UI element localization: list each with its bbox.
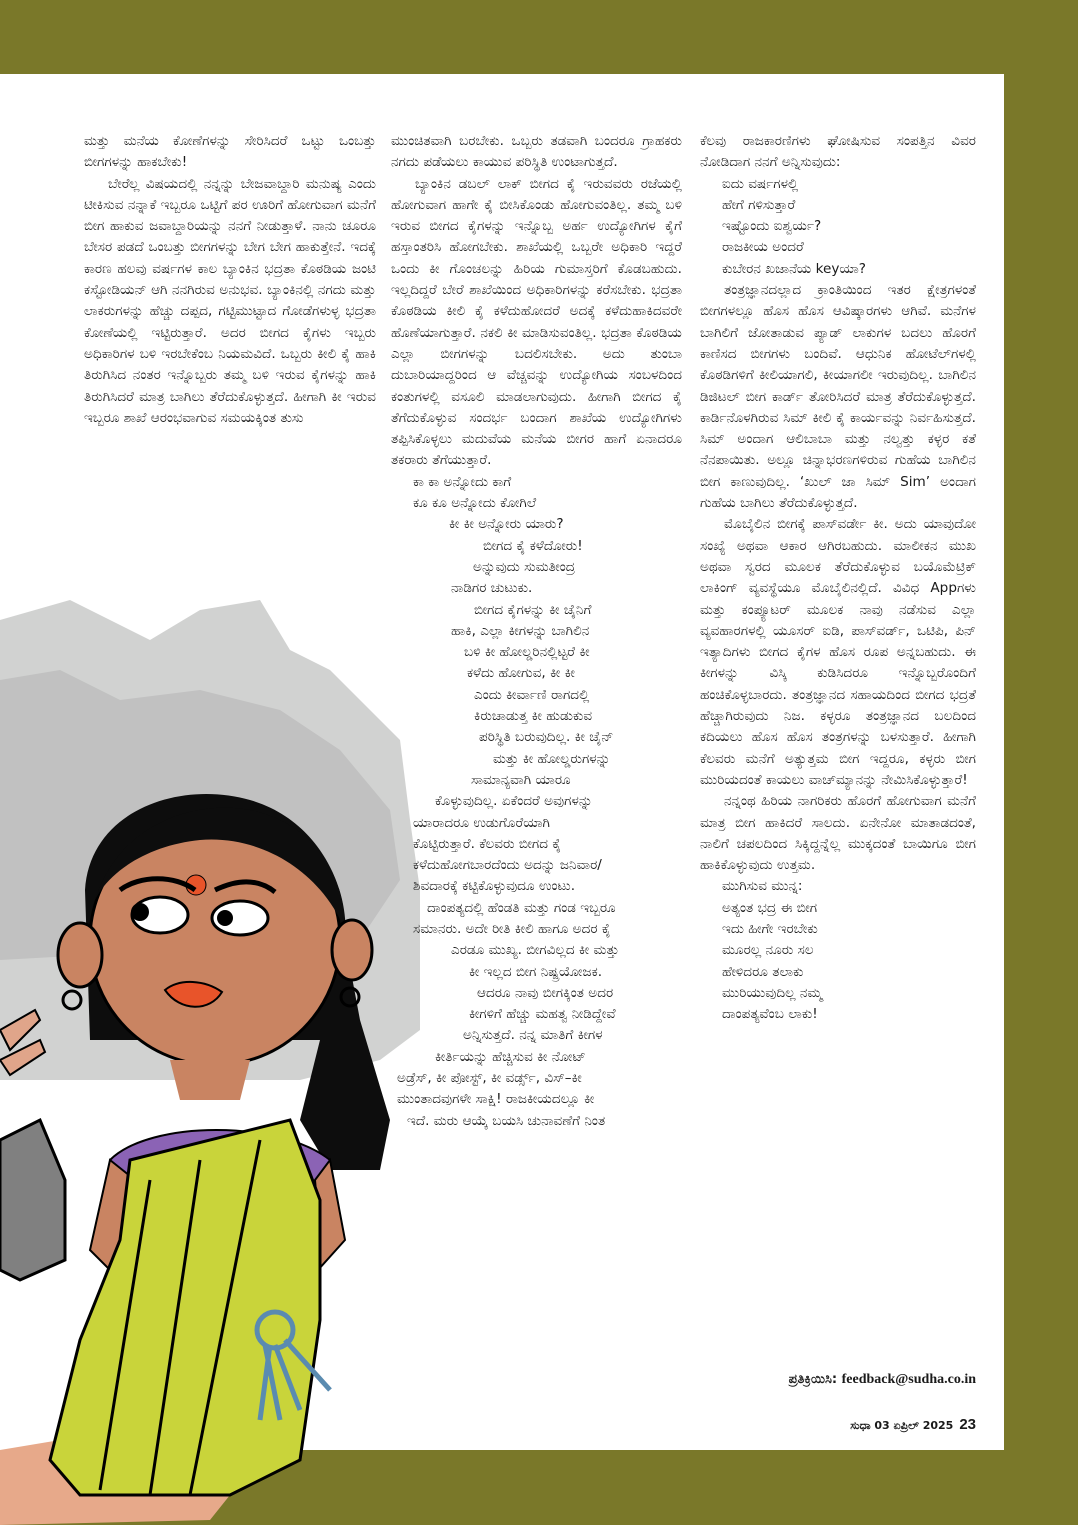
verse-line: ಇದು ಹೀಗೇ ಇರಬೇಕು: [722, 920, 818, 937]
verse-line: ಇಷ್ಟೊಂದು ಐಶ್ವರ್ಯ?: [722, 218, 822, 235]
page-number: 23: [959, 1416, 976, 1433]
text-line: ಬೀಗದ ಕೈಗಳನ್ನು ಕೀ ಚೈನಿಗೆ: [474, 601, 592, 618]
paragraph: ಬ್ಯಾಂಕಿನ ಡಬಲ್ ಲಾಕ್ ಬೀಗದ ಕೈ ಇರುವವರು ರಜೆಯಲ್ಲಿ ಹೋಗುವಾಗ ಹಾಗೇ ಕೈ ಬೀಸಿಕೊಂಡು ಹೋಗುವಂತಿಲ್ಲ. ತಮ್ಮ ಬಳಿ ಇರುವ ಬೀಗದ ಕೈಗಳನ್ನು ಇನ್ನೊಬ್ಬ ಅರ್ಹ ಉದ್ಯೋಗಿಗಳ ಕೈಗೆ ಹಸ್ತಾಂತರಿಸಿ ಹೋಗಬೇಕು. ಶಾಖೆಯಲ್ಲಿ ಒಬ್ಬರೇ ಅಧಿಕಾರಿ ಇದ್ದರೆ ಒಂದು ಕೀ ಗೊಂಚಲನ್ನು ಹಿರಿಯ ಗುಮಾಸ್ತರಿಗೆ ಕೊಡಬಹುದು. ಇಲ್ಲದಿದ್ದರೆ ಬೇರೆ ಶಾಖೆಯಿಂದ ಅಧಿಕಾರಿಗಳನ್ನು ಕರೆಸಬೇಕು. ಭದ್ರತಾ ಕೊಠಡಿಯ ಕೀಲಿ ಕೈ ಕಳೆದುಹೋದರೆ ಅದಕ್ಕೆ ಕಳೆದುಹಾಕಿದವರೇ ಹೊಣೆಯಾಗುತ್ತಾರೆ. ನಕಲಿ ಕೀ ಮಾಡಿಸುವಂತಿಲ್ಲ. ಭದ್ರತಾ ಕೊಠಡಿಯ ಎಲ್ಲಾ ಬೀಗಗಳನ್ನು ಬದಲಿಸಬೇಕು. ಅದು ತುಂಬಾ ದುಬಾರಿಯಾದ್ದರಿಂದ ಆ ವೆಚ್ಚವನ್ನು ಉದ್ಯೋಗಿಯ ಸಂಬಳದಿಂದ ಕಂತುಗಳಲ್ಲಿ ವಸೂಲಿ ಮಾಡಲಾಗುವುದು. ಹೀಗಾಗಿ ಬೀಗದ ಕೈ ತೆಗೆದುಕೊಳ್ಳುವ ಸಂದರ್ಭ ಬಂದಾಗ ಶಾಖೆಯ ಉದ್ಯೋಗಿಗಳು ತಪ್ಪಿಸಿಕೊಳ್ಳಲು ಮದುವೆಯ ಮನೆಯ ಬೀಗರ ಹಾಗೆ ಏನಾದರೂ ತಕರಾರು ತೆಗೆಯುತ್ತಾರೆ.: [391, 175, 682, 469]
wrapped-text: [391, 557, 682, 1132]
text-line: ಕೊಳ್ಳುವುದಿಲ್ಲ. ಏಕೆಂದರೆ ಅವುಗಳನ್ನು: [435, 793, 593, 810]
verse-line: ಬೀಗದ ಕೈ ಕಳೆದೋರು!: [483, 537, 583, 554]
verse-line: ರಾಜಕೀಯ ಅಂದರೆ: [722, 239, 804, 256]
text-line: ದಾಂಪತ್ಯದಲ್ಲಿ ಹೆಂಡತಿ ಮತ್ತು ಗಂಡ ಇಬ್ಬರೂ: [427, 899, 616, 916]
text-line: ಕಳೆದುಹೋಗಬಾರದೆಂದು ಅದನ್ನು ಜನಿವಾರ/: [413, 857, 602, 874]
paragraph: ತಂತ್ರಜ್ಞಾನದಲ್ಲಾದ ಕ್ರಾಂತಿಯಿಂದ ಇತರ ಕ್ಷೇತ್ರಗಳಂತೆ ಬೀಗಗಳಲ್ಲೂ ಹೊಸ ಹೊಸ ಆವಿಷ್ಕಾರಗಳು ಆಗಿವೆ. ಮನೆಗಳ ಬಾಗಿಲಿಗೆ ಜೋತಾಡುವ ಪ್ಯಾಡ್ ಲಾಕುಗಳ ಬದಲು ಹೊರಗೆ ಕಾಣಿಸದ ಬೀಗಗಳು ಬಂದಿವೆ. ಆಧುನಿಕ ಹೋಟೆಲ್‌ಗಳಲ್ಲಿ ಕೊಠಡಿಗಳಿಗೆ ಕೀಲಿಯಾಗಲಿ, ಕೀಯಾಗಲೀ ಇರುವುದಿಲ್ಲ. ಬಾಗಿಲಿನ ಡಿಜಿಟಲ್ ಬೀಗ ಕಾರ್ಡ್ ತೋರಿಸಿದರೆ ಮಾತ್ರ ತೆರೆದುಕೊಳ್ಳುತ್ತದೆ. ಕಾರ್ಡಿನೊಳಗಿರುವ ಸಿಮ್ ಕೀಲಿ ಕೈ ಕಾರ್ಯವನ್ನು ನಿರ್ವಹಿಸುತ್ತದೆ. ಸಿಮ್ ಅಂದಾಗ ಆಲಿಬಾಬಾ ಮತ್ತು ನಲ್ವತ್ತು ಕಳ್ಳರ ಕತೆ ನೆನಪಾಯಿತು. ಅಲ್ಲೂ ಚಿನ್ನಾಭರಣಗಳಿರುವ ಗುಹೆಯ ಬಾಗಿಲಿನ ಬೀಗ ಕಾಣುವುದಿಲ್ಲ. ‘ಖುಲ್ ಜಾ ಸಿಮ್ Sim’ ಅಂದಾಗ ಗುಹೆಯ ಬಾಗಿಲು ತೆರೆದುಕೊಳ್ಳುತ್ತದೆ.: [700, 282, 976, 512]
text-line: ಇದೆ. ಮರು ಆಯ್ಕೆ ಬಯಸಿ ಚುನಾವಣೆಗೆ ನಿಂತ: [407, 1112, 606, 1129]
saree: [50, 1120, 320, 1495]
text-line: ನಾಡಿಗರ ಚುಟುಕು.: [451, 580, 533, 597]
politics-verse: [700, 174, 976, 280]
feedback-label: ಪ್ರತಿಕ್ರಿಯಿಸಿ:: [788, 1372, 838, 1387]
safe-icon: [0, 1120, 65, 1280]
text-line: ಯಾರಾದರೂ ಉಡುಗೊರೆಯಾಗಿ: [413, 814, 550, 831]
text-line: ಆದರೂ ನಾವು ಬೀಗಕ್ಕಿಂತ ಅದರ: [477, 984, 614, 1001]
cartoon-illustration: [0, 560, 420, 1525]
text-line: ಹಾಕಿ, ಎಲ್ಲಾ ಕೀಗಳನ್ನು ಬಾಗಿಲಿನ: [451, 622, 590, 639]
feedback-email-link[interactable]: feedback@sudha.co.in: [841, 1372, 976, 1387]
paragraph: ಮತ್ತು ಮನೆಯ ಕೋಣೆಗಳನ್ನು ಸೇರಿಸಿದರೆ ಒಟ್ಟು ಒಂಬತ್ತು ಬೀಗಗಳನ್ನು ಹಾಕಬೇಕು!: [84, 133, 376, 171]
article-column-2: [391, 131, 682, 1132]
article-column-1: [84, 131, 376, 429]
paragraph: ಬೇರೆಲ್ಲ ವಿಷಯದಲ್ಲಿ ನನ್ನನ್ನು ಬೇಜವಾಬ್ದಾರಿ ಮನುಷ್ಯ ಎಂದು ಟೀಕಿಸುವ ನನ್ನಾಕೆ ಇಬ್ಬರೂ ಒಟ್ಟಿಗೆ ಪರ ಊರಿಗೆ ಹೋಗುವಾಗ ಮನೆಗೆ ಬೀಗ ಹಾಕುವ ಜವಾಬ್ದಾರಿಯನ್ನು ನನಗೆ ನೀಡುತ್ತಾಳೆ. ನಾನು ಚೂರೂ ಬೇಸರ ಪಡದೆ ಒಂಬತ್ತು ಬೀಗಗಳನ್ನು ಬೇಗ ಬೇಗ ಹಾಕುತ್ತೇನೆ. ಇದಕ್ಕೆ ಕಾರಣ ಹಲವು ವರ್ಷಗಳ ಕಾಲ ಬ್ಯಾಂಕಿನ ಭದ್ರತಾ ಕೊಠಡಿಯ ಜಂಟಿ ಕಸ್ಟೋಡಿಯನ್ ಆಗಿ ನನಗಿರುವ ಅನುಭವ. ಬ್ಯಾಂಕಿನಲ್ಲಿ ನಗದು ಮತ್ತು ಲಾಕರುಗಳನ್ನು ಹೆಚ್ಚು ದಪ್ಪದ, ಗಟ್ಟಿಮುಟ್ಟಾದ ಗೋಡೆಗಳುಳ್ಳ ಭದ್ರತಾ ಕೋಣೆಯಲ್ಲಿ ಇಟ್ಟಿರುತ್ತಾರೆ. ಅದರ ಬೀಗದ ಕೈಗಳು ಇಬ್ಬರು ಅಧಿಕಾರಿಗಳ ಬಳಿ ಇರಬೇಕೆಂಬ ನಿಯಮವಿದೆ. ಒಬ್ಬರು ಕೀಲಿ ಕೈ ಹಾಕಿ ತಿರುಗಿಸಿದ ನಂತರ ಇನ್ನೊಬ್ಬರು ತಮ್ಮ ಬಳಿ ಇರುವ ಕೈಗಳನ್ನು ಹಾಕಿ ತಿರುಗಿಸಿದರೆ ಮಾತ್ರ ಬಾಗಿಲು ತೆರೆದುಕೊಳ್ಳುತ್ತದೆ. ಹೀಗಾಗಿ ಕೀ ಇರುವ ಇಬ್ಬರೂ ಶಾಖೆ ಆರಂಭವಾಗುವ ಸಮಯಕ್ಕಿಂತ ತುಸು: [84, 175, 376, 426]
text-line: ಕೀ ಇಲ್ಲದ ಬೀಗ ನಿಷ್ಪ್ರಯೋಜಕ.: [469, 963, 603, 980]
closing-verse: [700, 876, 976, 1025]
verse-line: ಮುಗಿಸುವ ಮುನ್ನ:: [722, 878, 803, 895]
verse-line: ಮುರಿಯುವುದಿಲ್ಲ ನಮ್ಮ: [722, 984, 823, 1001]
text-line: ಮುಂತಾದವುಗಳೇ ಸಾಕ್ಷಿ! ರಾಜಕೀಯದಲ್ಲೂ ಕೀ: [397, 1091, 595, 1108]
verse-line: ಐದು ವರ್ಷಗಳಲ್ಲಿ: [722, 175, 799, 192]
text-line: ಎಂದು ಕೀರ್ವಾಣಿ ರಾಗದಲ್ಲಿ: [474, 686, 590, 703]
text-line: ಪರಿಸ್ಥಿತಿ ಬರುವುದಿಲ್ಲ. ಕೀ ಚೈನ್: [479, 729, 614, 746]
verse-line: ಕೀ ಕೀ ಅನ್ನೋರು ಯಾರು?: [449, 516, 564, 533]
paragraph: ಮೊಬೈಲಿನ ಬೀಗಕ್ಕೆ ಪಾಸ್‌ವರ್ಡೇ ಕೀ. ಅದು ಯಾವುದೋ ಸಂಖ್ಯೆ ಅಥವಾ ಆಕಾರ ಆಗಿರಬಹುದು. ಮಾಲೀಕನ ಮುಖ ಅಥವಾ ಸ್ವರದ ಮೂಲಕ ತೆರೆದುಕೊಳ್ಳುವ ಬಯೊಮೆಟ್ರಿಕ್ ಲಾಕಿಂಗ್ ವ್ಯವಸ್ಥೆಯೂ ಮೊಬೈಲಿನಲ್ಲಿದೆ. ವಿವಿಧ Appಗಳು ಮತ್ತು ಕಂಪ್ಯೂಟರ್ ಮೂಲಕ ನಾವು ನಡೆಸುವ ಎಲ್ಲಾ ವ್ಯವಹಾರಗಳಲ್ಲಿ ಯೂಸರ್ ಐಡಿ, ಪಾಸ್‌ವರ್ಡ್, ಒಟಿಪಿ, ಪಿನ್ ಇತ್ಯಾದಿಗಳು ಬೀಗದ ಕೈಗಳ ಹೊಸ ರೂಪ ಅನ್ನಬಹುದು. ಈ ಕೀಗಳನ್ನು ವಿಸ್ಕಿ ಕುಡಿಸಿದರೂ ಇನ್ನೊಬ್ಬರೊಂದಿಗೆ ಹಂಚಿಕೊಳ್ಳಬಾರದು. ತಂತ್ರಜ್ಞಾನದ ಸಹಾಯದಿಂದ ಬೀಗದ ಭದ್ರತೆ ಹೆಚ್ಚಾಗಿರುವುದು ನಿಜ. ಕಳ್ಳರೂ ತಂತ್ರಜ್ಞಾನದ ಬಲದಿಂದ ಕದಿಯಲು ಹೊಸ ಹೊಸ ತಂತ್ರಗಳನ್ನು ಬಳಸುತ್ತಾರೆ. ಹೀಗಾಗಿ ಕೆಲವರು ಮನೆಗೆ ಅತ್ಯುತ್ತಮ ಬೀಗ ಇದ್ದರೂ, ಕಳ್ಳರು ಬೀಗ ಮುರಿಯದಂತೆ ಕಾಯಲು ವಾಚ್‌ಮ್ಯಾನನ್ನು ನೇಮಿಸಿಕೊಳ್ಳುತ್ತಾರೆ!: [700, 516, 976, 788]
text-line: ಅನ್ನಿಸುತ್ತದೆ. ನನ್ನ ಮಾತಿಗೆ ಕೀಗಳ: [463, 1027, 603, 1044]
text-line: ಕೀರ್ತಿಯನ್ನು ಹೆಚ್ಚಿಸುವ ಕೀ ನೋಟ್: [435, 1048, 586, 1065]
verse-line: ದಾಂಪತ್ಯವೆಂಬ ಲಾಕು!: [722, 1006, 818, 1023]
text-line: ಕಳೆದು ಹೋಗುವ, ಕೀ ಕೀ: [467, 665, 575, 682]
paragraph: ಮುಂಚಿತವಾಗಿ ಬರಬೇಕು. ಒಬ್ಬರು ತಡವಾಗಿ ಬಂದರೂ ಗ್ರಾಹಕರು ನಗದು ಪಡೆಯಲು ಕಾಯುವ ಪರಿಸ್ಥಿತಿ ಉಂಟಾಗುತ್ತದೆ.: [391, 133, 682, 171]
rhyme-verse: [391, 472, 682, 557]
page-folio: [780, 1416, 976, 1433]
text-line: ಎರಡೂ ಮುಖ್ಯ. ಬೀಗವಿಲ್ಲದ ಕೀ ಮತ್ತು: [451, 942, 620, 959]
text-line: ಮತ್ತು ಕೀ ಹೋಲ್ಡರುಗಳನ್ನು: [493, 750, 611, 767]
verse-line: ಹೇಳಿದರೂ ತಲಾಕು: [722, 963, 804, 980]
magazine-issue: ಸುಧಾ 03 ಏಪ್ರಿಲ್ 2025: [850, 1419, 954, 1432]
verse-line: ಕೂ ಕೂ ಅನ್ನೋದು ಕೋಗಿಲೆ: [413, 495, 537, 512]
text-line: ಸಮಾನರು. ಅದೇ ರೀತಿ ಕೀಲಿ ಹಾಗೂ ಅದರ ಕೈ: [413, 920, 611, 937]
text-line: ಅನ್ನುವುದು ಸುಮತೀಂದ್ರ: [473, 558, 576, 575]
verse-line: ಹೇಗೆ ಗಳಿಸುತ್ತಾರೆ: [722, 196, 796, 213]
verse-line: ಅತ್ಯಂತ ಭದ್ರ ಈ ಬೀಗ: [722, 899, 818, 916]
verse-line: ಮೂರಲ್ಲ ನೂರು ಸಲ: [722, 942, 814, 959]
feedback-credit: [720, 1372, 976, 1388]
text-line: ಶಿವದಾರಕ್ಕೆ ಕಟ್ಟಿಕೊಳ್ಳುವುದೂ ಉಂಟು.: [413, 878, 576, 895]
paragraph: ಕೆಲವು ರಾಜಕಾರಣಿಗಳು ಘೋಷಿಸುವ ಸಂಪತ್ತಿನ ವಿವರ ನೋಡಿದಾಗ ನನಗೆ ಅನ್ನಿಸುವುದು:: [700, 133, 976, 171]
verse-line: ಕಾ ಕಾ ಅನ್ನೋದು ಕಾಗೆ: [413, 473, 512, 490]
text-line: ಕೀಗಳಿಗೆ ಹೆಚ್ಚು ಮಹತ್ವ ನೀಡಿದ್ದೇವೆ: [469, 1006, 616, 1023]
paragraph: ನನ್ನಂಥ ಹಿರಿಯ ನಾಗರಿಕರು ಹೊರಗೆ ಹೋಗುವಾಗ ಮನೆಗೆ ಮಾತ್ರ ಬೀಗ ಹಾಕಿದರೆ ಸಾಲದು. ಏನೇನೋ ಮಾತಾಡದಂತೆ, ನಾಲಿಗೆ ಚಪಲದಿಂದ ಸಿಕ್ಕಿದ್ದನ್ನೆಲ್ಲ ಮುಕ್ಕದಂತೆ ಬಾಯಿಗೂ ಬೀಗ ಹಾಕಿಕೊಳ್ಳುವುದು ಉತ್ತಮ.: [700, 793, 976, 874]
verse-line: ಕುಬೇರನ ಖಜಾನೆಯ keyಯಾ?: [722, 260, 866, 277]
text-line: ಬಳಿ ಕೀ ಹೋಲ್ಡರಿನಲ್ಲಿಟ್ಟರೆ ಕೀ: [464, 644, 590, 661]
text-line: ಕೊಟ್ಟಿರುತ್ತಾರೆ. ಕೆಲವರು ಬೀಗದ ಕೈ: [413, 835, 562, 852]
article-column-3: [700, 131, 976, 1025]
text-line: ಅಡ್ರೆಸ್, ಕೀ ಪೋಸ್ಟ್, ಕೀ ವರ್ಡ್ಸ್, ವಿಸ್–ಕೀ: [397, 1070, 582, 1087]
text-line: ಕಿರುಚಾಡುತ್ತ ಕೀ ಹುಡುಕುವ: [474, 708, 593, 725]
text-line: ಸಾಮಾನ್ಯವಾಗಿ ಯಾರೂ: [471, 771, 571, 788]
